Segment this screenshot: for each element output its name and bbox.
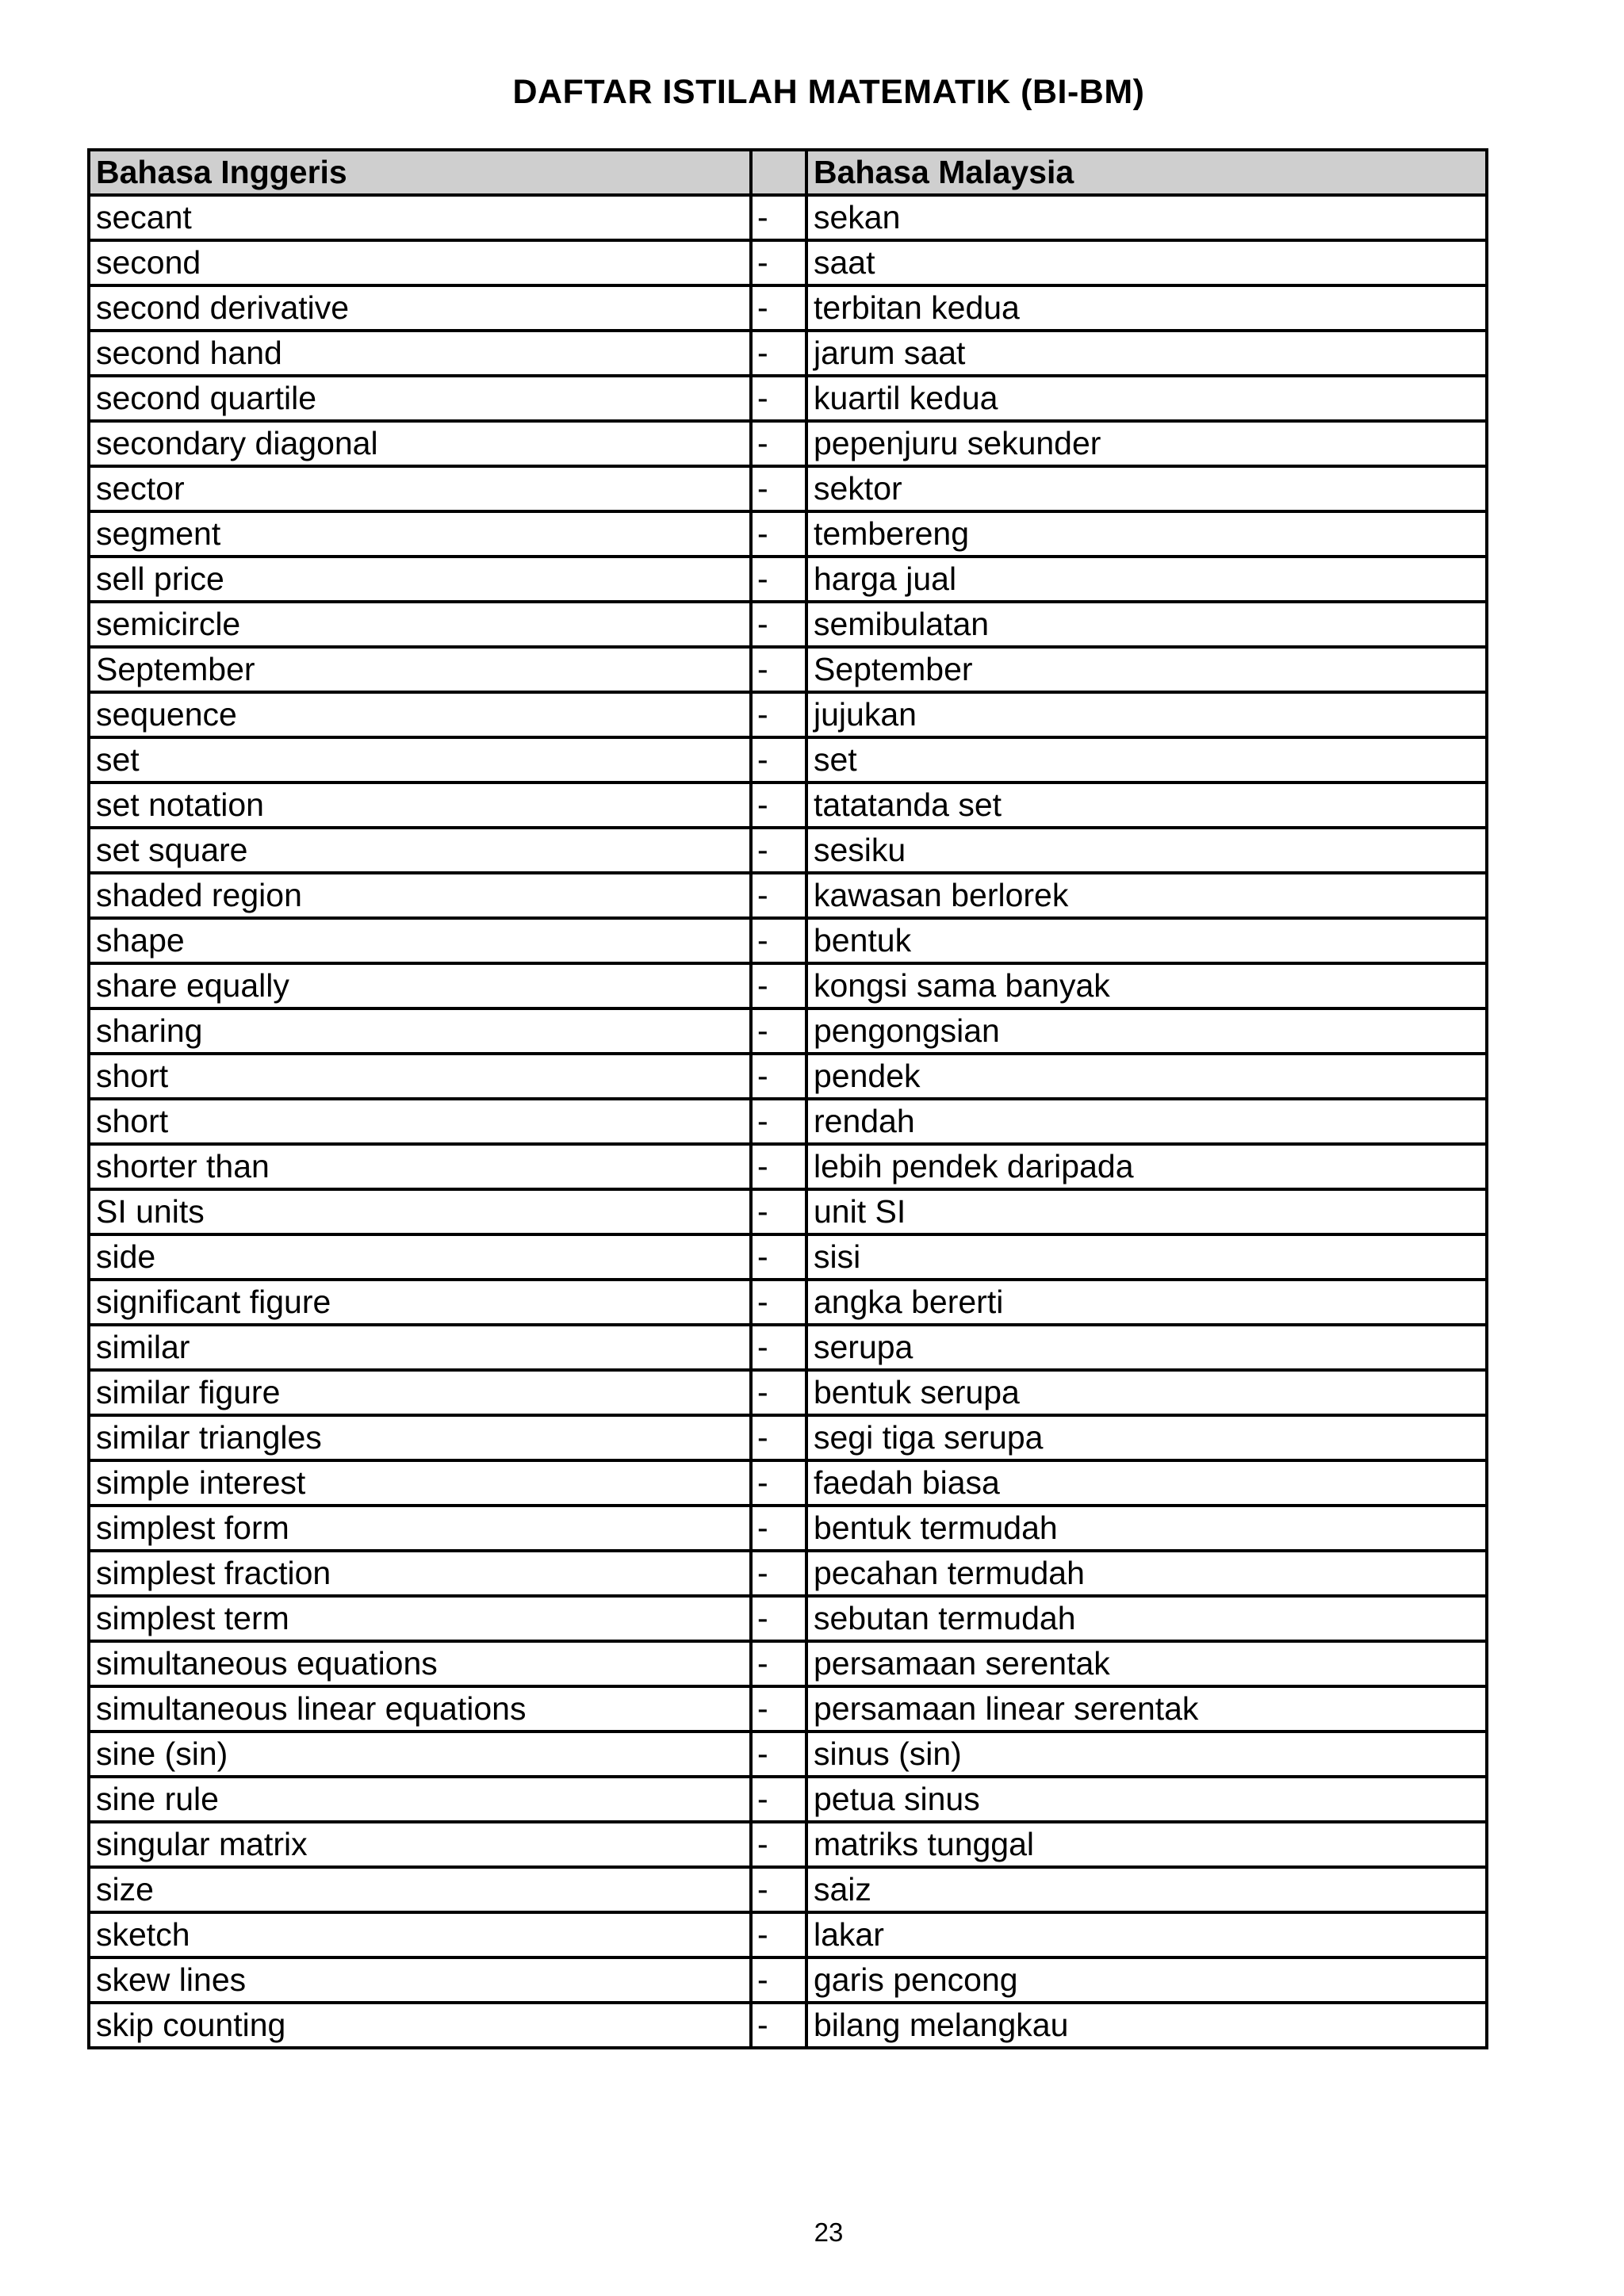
term-separator: - (751, 1822, 806, 1867)
term-separator: - (751, 647, 806, 692)
term-separator: - (751, 1325, 806, 1370)
term-separator: - (751, 1596, 806, 1641)
term-separator: - (751, 285, 806, 331)
term-english: short (89, 1099, 751, 1144)
term-separator: - (751, 1099, 806, 1144)
term-separator: - (751, 466, 806, 511)
header-english: Bahasa Inggeris (89, 150, 751, 195)
table-row (89, 737, 1487, 783)
term-separator: - (751, 1641, 806, 1686)
term-malay: sinus (sin) (806, 1732, 1487, 1777)
term-separator: - (751, 1234, 806, 1280)
term-malay: persamaan linear serentak (806, 1686, 1487, 1732)
term-malay: saiz (806, 1867, 1487, 1912)
table-row (89, 240, 1487, 285)
table-row (89, 331, 1487, 376)
table-row (89, 557, 1487, 602)
term-separator: - (751, 918, 806, 963)
term-separator: - (751, 1415, 806, 1460)
term-malay: jarum saat (806, 331, 1487, 376)
table-row (89, 873, 1487, 918)
term-english: similar triangles (89, 1415, 751, 1460)
term-english: simultaneous equations (89, 1641, 751, 1686)
term-malay: sisi (806, 1234, 1487, 1280)
term-separator: - (751, 1777, 806, 1822)
term-english: sine (sin) (89, 1732, 751, 1777)
term-separator: - (751, 421, 806, 466)
table-row (89, 1280, 1487, 1325)
term-malay: unit SI (806, 1189, 1487, 1234)
term-english: shorter than (89, 1144, 751, 1189)
table-row (89, 1234, 1487, 1280)
term-english: short (89, 1054, 751, 1099)
table-row (89, 1325, 1487, 1370)
table-row (89, 1551, 1487, 1596)
table-row (89, 1506, 1487, 1551)
table-row (89, 1912, 1487, 1957)
term-separator: - (751, 873, 806, 918)
page-title: DAFTAR ISTILAH MATEMATIK (BI-BM) (512, 73, 1145, 111)
term-malay: sesiku (806, 828, 1487, 873)
table-row (89, 1777, 1487, 1822)
term-malay: garis pencong (806, 1957, 1487, 2003)
term-malay: bentuk serupa (806, 1370, 1487, 1415)
term-english: simplest fraction (89, 1551, 751, 1596)
term-separator: - (751, 963, 806, 1008)
table-row (89, 828, 1487, 873)
term-malay: pengongsian (806, 1008, 1487, 1054)
term-english: SI units (89, 1189, 751, 1234)
term-separator: - (751, 1686, 806, 1732)
term-malay: sebutan termudah (806, 1596, 1487, 1641)
term-english: simplest term (89, 1596, 751, 1641)
term-malay: petua sinus (806, 1777, 1487, 1822)
table-row (89, 376, 1487, 421)
table-row (89, 466, 1487, 511)
term-english: set notation (89, 783, 751, 828)
table-row (89, 1732, 1487, 1777)
term-separator: - (751, 1189, 806, 1234)
term-malay: set (806, 737, 1487, 783)
term-english: September (89, 647, 751, 692)
term-malay: matriks tunggal (806, 1822, 1487, 1867)
term-english: side (89, 1234, 751, 1280)
table-row (89, 1686, 1487, 1732)
term-separator: - (751, 1551, 806, 1596)
table-row (89, 1054, 1487, 1099)
term-separator: - (751, 1370, 806, 1415)
term-separator: - (751, 511, 806, 557)
table-row (89, 1822, 1487, 1867)
term-separator: - (751, 1732, 806, 1777)
table-row (89, 1415, 1487, 1460)
term-separator: - (751, 1008, 806, 1054)
table-row (89, 1867, 1487, 1912)
term-english: second hand (89, 331, 751, 376)
term-english: significant figure (89, 1280, 751, 1325)
term-separator: - (751, 692, 806, 737)
term-separator: - (751, 1957, 806, 2003)
table-row (89, 2003, 1487, 2048)
term-malay: terbitan kedua (806, 285, 1487, 331)
term-english: secant (89, 195, 751, 240)
term-separator: - (751, 2003, 806, 2048)
term-english: similar figure (89, 1370, 751, 1415)
term-malay: jujukan (806, 692, 1487, 737)
header-separator (751, 150, 806, 195)
table-row (89, 1370, 1487, 1415)
term-malay: lebih pendek daripada (806, 1144, 1487, 1189)
term-malay: tatatanda set (806, 783, 1487, 828)
term-malay: persamaan serentak (806, 1641, 1487, 1686)
table-row (89, 421, 1487, 466)
term-english: singular matrix (89, 1822, 751, 1867)
term-english: sharing (89, 1008, 751, 1054)
term-english: sequence (89, 692, 751, 737)
term-malay: kongsi sama banyak (806, 963, 1487, 1008)
glossary-body (89, 195, 1487, 2048)
term-separator: - (751, 1506, 806, 1551)
table-row (89, 195, 1487, 240)
term-english: skew lines (89, 1957, 751, 2003)
page-number: 23 (814, 2218, 844, 2247)
term-separator: - (751, 783, 806, 828)
term-separator: - (751, 828, 806, 873)
term-separator: - (751, 602, 806, 647)
term-separator: - (751, 1144, 806, 1189)
term-english: sector (89, 466, 751, 511)
term-malay: bentuk (806, 918, 1487, 963)
term-english: set square (89, 828, 751, 873)
term-separator: - (751, 557, 806, 602)
term-separator: - (751, 1460, 806, 1506)
term-malay: bentuk termudah (806, 1506, 1487, 1551)
term-english: second quartile (89, 376, 751, 421)
term-separator: - (751, 240, 806, 285)
term-english: share equally (89, 963, 751, 1008)
table-row (89, 692, 1487, 737)
term-english: shaded region (89, 873, 751, 918)
term-english: sketch (89, 1912, 751, 1957)
term-malay: September (806, 647, 1487, 692)
term-english: simple interest (89, 1460, 751, 1506)
term-english: segment (89, 511, 751, 557)
table-row (89, 1189, 1487, 1234)
table-row (89, 285, 1487, 331)
term-separator: - (751, 737, 806, 783)
term-separator: - (751, 376, 806, 421)
term-malay: lakar (806, 1912, 1487, 1957)
term-malay: kawasan berlorek (806, 873, 1487, 918)
term-english: size (89, 1867, 751, 1912)
header-malay: Bahasa Malaysia (806, 150, 1487, 195)
term-malay: angka bererti (806, 1280, 1487, 1325)
term-malay: pepenjuru sekunder (806, 421, 1487, 466)
table-header-row (89, 150, 1487, 195)
term-separator: - (751, 1280, 806, 1325)
table-row (89, 1641, 1487, 1686)
table-row (89, 1144, 1487, 1189)
table-row (89, 918, 1487, 963)
term-malay: kuartil kedua (806, 376, 1487, 421)
term-separator: - (751, 195, 806, 240)
term-malay: saat (806, 240, 1487, 285)
table-row (89, 1460, 1487, 1506)
term-english: second derivative (89, 285, 751, 331)
table-row (89, 1957, 1487, 2003)
term-separator: - (751, 1054, 806, 1099)
term-malay: sekan (806, 195, 1487, 240)
table-row (89, 511, 1487, 557)
term-malay: pecahan termudah (806, 1551, 1487, 1596)
glossary-table (87, 148, 1488, 2049)
term-english: shape (89, 918, 751, 963)
term-separator: - (751, 1912, 806, 1957)
term-malay: faedah biasa (806, 1460, 1487, 1506)
table-row (89, 783, 1487, 828)
term-malay: sektor (806, 466, 1487, 511)
term-malay: semibulatan (806, 602, 1487, 647)
term-separator: - (751, 1867, 806, 1912)
term-english: skip counting (89, 2003, 751, 2048)
table-row (89, 647, 1487, 692)
term-english: similar (89, 1325, 751, 1370)
term-english: secondary diagonal (89, 421, 751, 466)
term-english: simplest form (89, 1506, 751, 1551)
term-english: second (89, 240, 751, 285)
table-row (89, 602, 1487, 647)
term-separator: - (751, 331, 806, 376)
term-english: set (89, 737, 751, 783)
table-row (89, 963, 1487, 1008)
term-malay: bilang melangkau (806, 2003, 1487, 2048)
table-row (89, 1008, 1487, 1054)
table-row (89, 1596, 1487, 1641)
term-malay: serupa (806, 1325, 1487, 1370)
term-english: simultaneous linear equations (89, 1686, 751, 1732)
term-malay: harga jual (806, 557, 1487, 602)
term-english: sell price (89, 557, 751, 602)
term-malay: segi tiga serupa (806, 1415, 1487, 1460)
term-english: semicircle (89, 602, 751, 647)
term-malay: pendek (806, 1054, 1487, 1099)
term-malay: rendah (806, 1099, 1487, 1144)
term-malay: tembereng (806, 511, 1487, 557)
table-row (89, 1099, 1487, 1144)
term-english: sine rule (89, 1777, 751, 1822)
